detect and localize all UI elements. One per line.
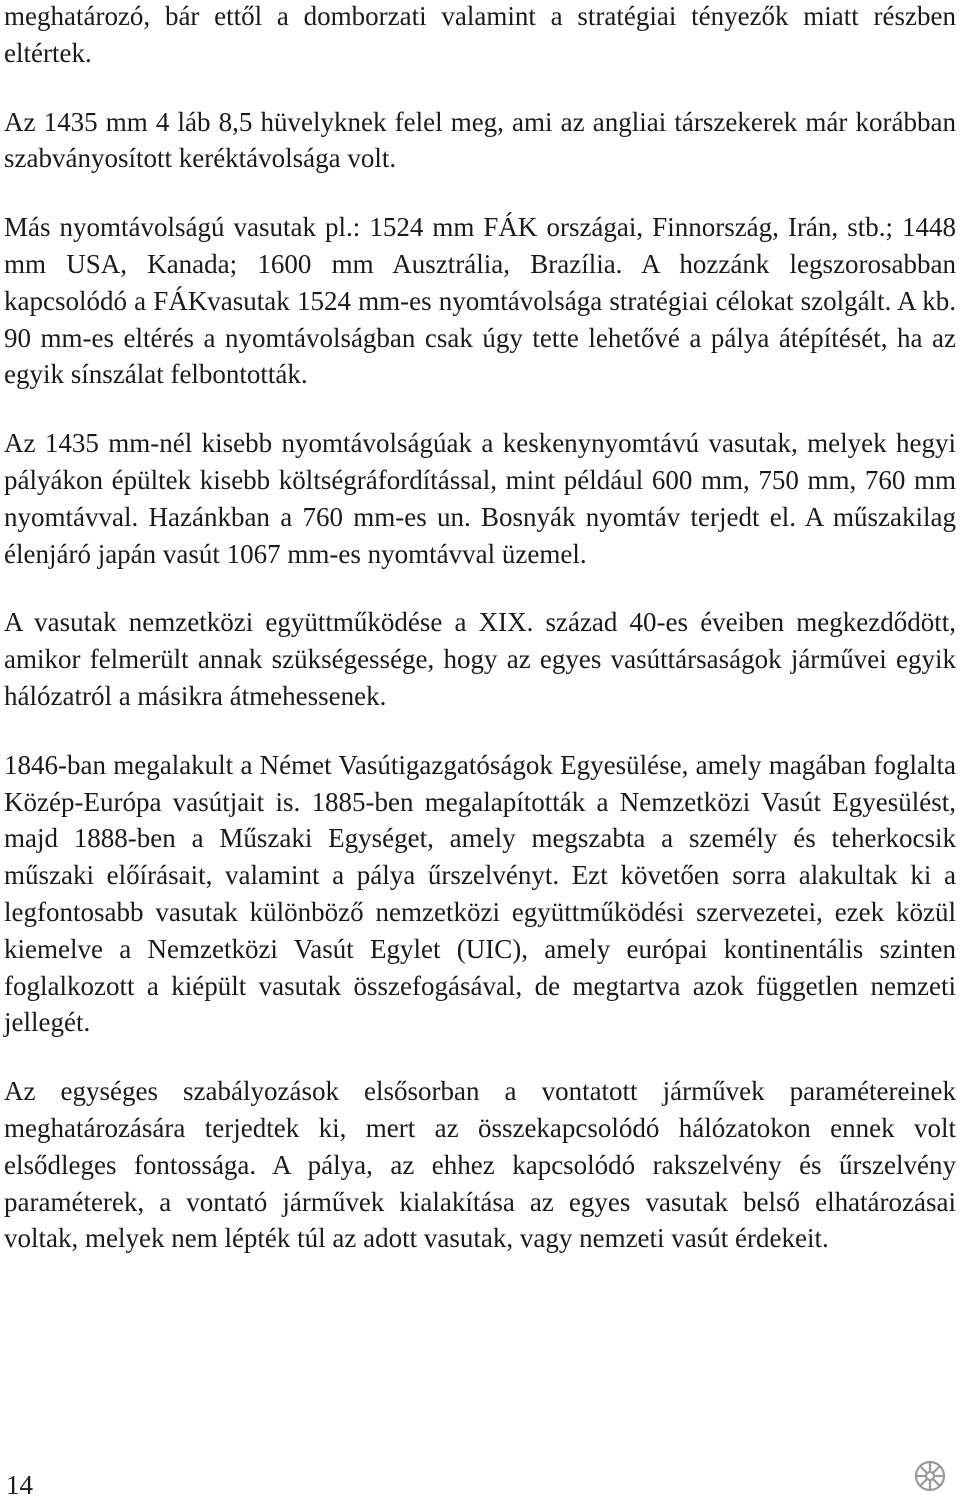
paragraph-6: 1846-ban megalakult a Német Vasútigazgatóságok Egyesülése, amely magában foglalta Közép-Európa vasútjait is. 1885-ben megalapították a Nemzetközi Vasút Egyesülést, majd 1888-ben a Műszaki Egységet, amely megszabta a személy és teherkocsik műszaki előírásait, valamint a pálya űrszelvényt. Ezt követően sorra alakultak ki a legfontosabb vasutak különböző nemzetközi együttműködési szervezetei, ezek közül kiemelve a Nemzetközi Vasút Egylet (UIC), amely európai kontinentális szinten foglalkozott a kiépült vasutak összefogásával, de megtartva azok független nemzeti jellegét. <box>4 749 956 1038</box>
page-number: 14 <box>6 1470 33 1500</box>
document-body <box>4 0 956 1257</box>
paragraph-1: meghatározó, bár ettől a domborzati valamint a stratégiai tényezők miatt részben eltértek. <box>4 1 956 68</box>
paragraph-2: Az 1435 mm 4 láb 8,5 hüvelyknek felel meg, ami az angliai társzekerek már korábban szabványosított keréktávolsága volt. <box>4 106 956 174</box>
paragraph-5: A vasutak nemzetközi együttműködése a XIX. század 40-es éveiben megkezdődött, amikor felmerült annak szükségessége, hogy az egyes vasúttársaságok járművei egyik hálózatról a másikra átmehessenek. <box>4 607 956 711</box>
wheel-logo-icon <box>912 1458 948 1494</box>
paragraph-3: Más nyomtávolságú vasutak pl.: 1524 mm FÁK országai, Finnország, Irán, stb.; 1448 mm USA, Kanada; 1600 mm Ausztrália, Brazília. A hozzánk legszorosabban kapcsolódó a FÁKvasutak 1524 mm-es nyomtávolsága stratégiai célokat szolgált. A kb. 90 mm-es eltérés a nyomtávolságban csak úgy tette lehetővé a pálya átépítését, ha az egyik sínszálat felbontották. <box>4 212 956 390</box>
paragraph-7: Az egységes szabályozások elsősorban a vontatott járművek paramétereinek meghatározására terjedtek ki, mert az összekapcsolódó hálózatokon ennek volt elsődleges fontossága. A pálya, az ehhez kapcsolódó rakszelvény és űrszelvény paraméterek, a vontató járművek kialakítása az egyes vasutak belső elhatározásai voltak, melyek nem lépték túl az adott vasutak, vagy nemzeti vasút érdekeit. <box>4 1076 956 1254</box>
paragraph-4: Az 1435 mm-nél kisebb nyomtávolságúak a keskenynyomtávú vasutak, melyek hegyi pályákon épültek kisebb költségráfordítással, mint például 600 mm, 750 mm, 760 mm nyomtávval. Hazánkban a 760 mm-es un. Bosnyák nyomtáv terjedt el. A műszakilag élenjáró japán vasút 1067 mm-es nyomtávval üzemel. <box>4 428 956 569</box>
